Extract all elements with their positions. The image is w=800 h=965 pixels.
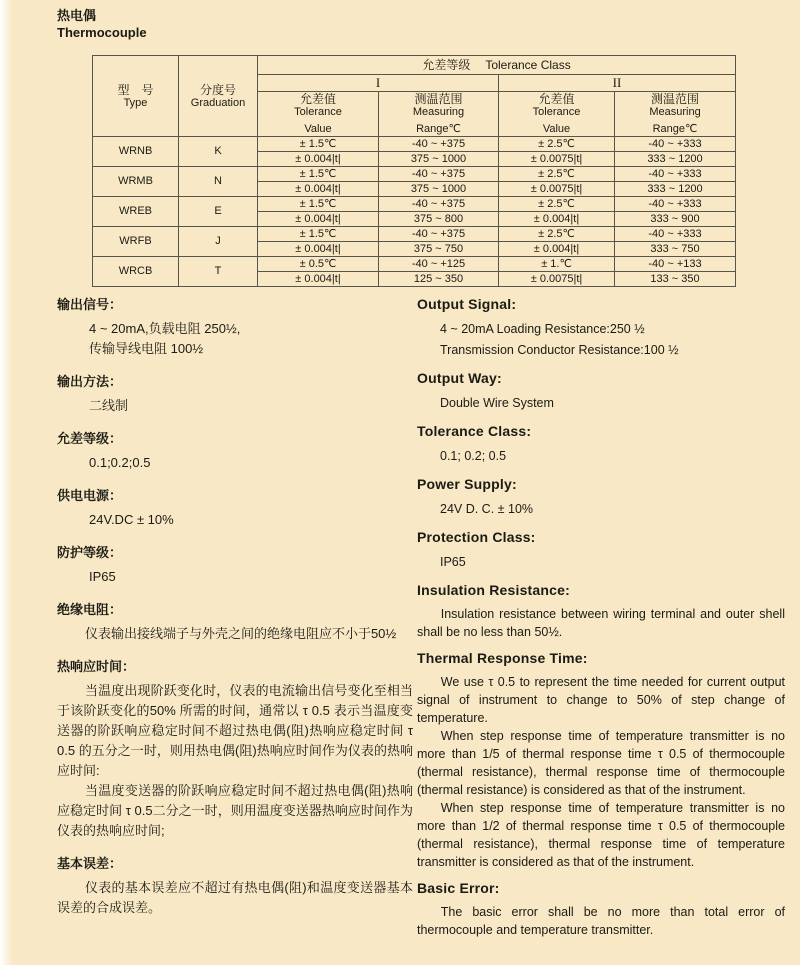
page-title-zh: 热电偶 [57, 8, 97, 23]
section-paragraph: Insulation resistance between wiring terminal and outer shell shall be no less than 50½. [417, 607, 785, 639]
measuring-range-cell: -40 ~ +333 [615, 167, 736, 182]
tolerance-value-cell: ± 0.0075|t| [499, 272, 615, 287]
measuring-range-cell: 125 ~ 350 [379, 272, 499, 287]
tolerance-value-cell: ± 0.004|t| [258, 242, 379, 257]
section-value-line: IP65 [89, 569, 116, 584]
tolerance-value-en1: Tolerance [294, 106, 342, 118]
section-basic-error-en [417, 880, 785, 939]
section-heading: Basic Error: [417, 880, 500, 896]
section-value-line: Transmission Conductor Resistance:100 ½ [440, 343, 679, 357]
tolerance-value-cell: ± 0.0075|t| [499, 152, 615, 167]
section-output-signal-en [417, 296, 785, 361]
tolerance-value-cell: ± 1.5℃ [258, 227, 379, 242]
tolerance-value-cell: ± 2.5℃ [499, 227, 615, 242]
table-header-row-1 [93, 56, 736, 75]
type-cell: WREB [93, 197, 179, 227]
type-header-zh: 型 号 [117, 82, 154, 97]
section-heading: 供电电源： [57, 488, 123, 503]
tolerance-value-cell: ± 1.5℃ [258, 197, 379, 212]
section-paragraph: 仪表输出接线端子与外壳之间的绝缘电阻应不小于50½ [84, 626, 397, 641]
tolerance-value-cell: ± 2.5℃ [499, 197, 615, 212]
section-paragraph: When step response time of temperature transmitter is no more than 1/2 of thermal response time τ 0.5 of thermocouple (thermal resistance), thermal response time of temperature transmitter is considered as that of the instrument. [417, 801, 785, 869]
measuring-range-cell: -40 ~ +333 [615, 137, 736, 152]
graduation-cell: N [179, 167, 258, 197]
section-output-way-en [417, 370, 785, 414]
tolerance-value-cell: ± 1.5℃ [258, 137, 379, 152]
tolerance-value-cell: ± 0.004|t| [258, 182, 379, 197]
tolerance-value-cell: ± 2.5℃ [499, 167, 615, 182]
tolerance-value-en2: Value [542, 123, 571, 135]
col-header-class-1: I [258, 75, 499, 92]
section-value-line: 24V.DC ± 10% [89, 512, 174, 527]
section-value-line: 24V D. C. ± 10% [440, 502, 534, 516]
tolerance-value-cell: ± 0.5℃ [258, 257, 379, 272]
section-heading: 输出方法： [57, 374, 123, 389]
section-value-line: IP65 [440, 555, 466, 569]
section-value-line: 0.1;0.2;0.5 [89, 455, 151, 470]
section-heading: 基本误差： [57, 856, 123, 871]
measuring-range-cell: -40 ~ +375 [379, 227, 499, 242]
measuring-range-cell: 375 ~ 1000 [379, 182, 499, 197]
section-thermal-response-time-zh [57, 658, 413, 841]
page-edge-shading [0, 0, 13, 965]
col-header-graduation [179, 56, 258, 137]
section-paragraph: 当温度出现阶跃变化时，仪表的电流输出信号变化至相当于该阶跃变化的50% 所需的时间，通常以 τ 0.5 表示当温度变送器的阶跃响应稳定时间不超过热电偶(阻)热响应稳定时间 τ 0.5 的五分之一时，则用热电偶(阻)热响应时间作为仪表的热响应时间: [57, 683, 413, 778]
tolerance-class-header-en: Tolerance Class [485, 58, 571, 72]
section-heading: Output Way: [417, 370, 502, 386]
tolerance-value-zh: 允差值 [538, 92, 575, 106]
table-row [93, 167, 736, 182]
section-heading: 允差等级： [57, 431, 123, 446]
section-power-supply-zh [57, 487, 413, 530]
section-heading: 热响应时间： [57, 659, 136, 674]
type-cell: WRFB [93, 227, 179, 257]
section-paragraph: The basic error shall be no more than total error of thermocouple and temperature transmitter. [417, 905, 785, 937]
measuring-range-en2: Range℃ [416, 123, 461, 135]
col-header-type [93, 56, 179, 137]
tolerance-value-cell: ± 1.℃ [499, 257, 615, 272]
section-heading: Thermal Response Time: [417, 650, 588, 666]
tolerance-value-en2: Value [304, 123, 332, 135]
page-title-en: Thermocouple [57, 25, 147, 40]
section-value-line: 0.1; 0.2; 0.5 [440, 449, 507, 463]
table-row [93, 257, 736, 272]
section-paragraph: 仪表的基本误差应不超过有热电偶(阻)和温度变送器基本误差的合成误差。 [57, 880, 413, 915]
section-insulation-resistance-en [417, 582, 785, 641]
tolerance-class-header-zh: 允差等级 [422, 58, 471, 72]
tolerance-value-cell: ± 0.0075|t| [499, 182, 615, 197]
measuring-range-zh: 测温范围 [414, 92, 463, 106]
section-tolerance-class-zh [57, 430, 413, 473]
measuring-range-cell: -40 ~ +125 [379, 257, 499, 272]
section-power-supply-en [417, 476, 785, 520]
table-row [93, 197, 736, 212]
measuring-range-cell: 133 ~ 350 [615, 272, 736, 287]
section-value-line: Double Wire System [440, 396, 554, 410]
tolerance-value-cell: ± 0.004|t| [499, 242, 615, 257]
table-row [93, 137, 736, 152]
section-protection-class-zh [57, 544, 413, 587]
measuring-range-cell: -40 ~ +333 [615, 197, 736, 212]
measuring-range-en1: Measuring [412, 106, 465, 118]
graduation-header-en: Graduation [190, 96, 246, 109]
type-cell: WRNB [93, 137, 179, 167]
section-heading: Protection Class: [417, 529, 536, 545]
section-insulation-resistance-zh [57, 601, 413, 644]
graduation-cell: J [179, 227, 258, 257]
section-heading: Tolerance Class: [417, 423, 532, 439]
measuring-range-cell: -40 ~ +133 [615, 257, 736, 272]
tolerance-value-cell: ± 0.004|t| [258, 152, 379, 167]
tolerance-value-zh: 允差值 [299, 92, 336, 106]
section-value-line: 传输导线电阻 100½ [89, 341, 204, 356]
tolerance-value-cell: ± 0.004|t| [258, 212, 379, 227]
measuring-range-zh: 测温范围 [651, 92, 700, 106]
section-basic-error-zh [57, 855, 413, 918]
tolerance-value-cell: ± 0.004|t| [258, 272, 379, 287]
graduation-cell: K [179, 137, 258, 167]
measuring-range-cell: 333 ~ 1200 [615, 182, 736, 197]
graduation-header-zh: 分度号 [199, 82, 236, 97]
spec-table-body [93, 137, 736, 287]
section-output-signal-zh [57, 296, 413, 359]
graduation-cell: E [179, 197, 258, 227]
measuring-range-en1: Measuring [649, 106, 701, 118]
measuring-range-cell: 333 ~ 1200 [615, 152, 736, 167]
type-cell: WRMB [93, 167, 179, 197]
section-paragraph: 当温度变送器的阶跃响应稳定时间不超过热电偶(阻)热响应稳定时间 τ 0.5二分之一时，则用温度变送器热响应时间作为仪表的热响应时间; [57, 783, 413, 838]
section-heading: Output Signal: [417, 296, 517, 312]
col-header-measuring-range-2 [615, 92, 736, 137]
col-header-tolerance-value-2 [499, 92, 615, 137]
page-header [57, 7, 147, 41]
section-paragraph: When step response time of temperature transmitter is no more than 1/5 of thermal response time τ 0.5 of thermocouple (thermal resistance), thermal response time of thermocouple (thermal resistance) is considered as that of the instrument. [417, 729, 785, 797]
measuring-range-cell: -40 ~ +375 [379, 167, 499, 182]
measuring-range-en2: Range℃ [652, 123, 698, 135]
measuring-range-cell: -40 ~ +333 [615, 227, 736, 242]
measuring-range-cell: 375 ~ 800 [379, 212, 499, 227]
measuring-range-cell: 333 ~ 900 [615, 212, 736, 227]
section-heading: Insulation Resistance: [417, 582, 570, 598]
col-header-tolerance-class [258, 56, 736, 75]
tolerance-value-cell: ± 1.5℃ [258, 167, 379, 182]
thermocouple-spec-table [92, 55, 736, 287]
tolerance-value-cell: ± 0.004|t| [499, 212, 615, 227]
section-tolerance-class-en [417, 423, 785, 467]
section-heading: Power Supply: [417, 476, 517, 492]
section-value-line: 4 ~ 20mA Loading Resistance:250 ½ [440, 322, 645, 336]
section-output-way-zh [57, 373, 413, 416]
measuring-range-cell: 375 ~ 1000 [379, 152, 499, 167]
specs-column-chinese [57, 296, 413, 932]
section-heading: 输出信号： [57, 297, 123, 312]
tolerance-value-cell: ± 2.5℃ [499, 137, 615, 152]
type-header-en: Type [123, 96, 148, 109]
measuring-range-cell: 375 ~ 750 [379, 242, 499, 257]
section-heading: 防护等级： [57, 545, 123, 560]
col-header-measuring-range-1 [379, 92, 499, 137]
section-value-line: 4 ~ 20mA,负载电阻 250½, [89, 321, 241, 336]
graduation-cell: T [179, 257, 258, 287]
section-value-line: 二线制 [89, 398, 129, 413]
tolerance-value-en1: Tolerance [532, 106, 581, 118]
measuring-range-cell: -40 ~ +375 [379, 197, 499, 212]
specs-column-english [417, 296, 785, 948]
section-protection-class-en [417, 529, 785, 573]
measuring-range-cell: -40 ~ +375 [379, 137, 499, 152]
table-row [93, 227, 736, 242]
section-heading: 绝缘电阻： [57, 602, 123, 617]
type-cell: WRCB [93, 257, 179, 287]
measuring-range-cell: 333 ~ 750 [615, 242, 736, 257]
col-header-class-2: II [499, 75, 736, 92]
section-thermal-response-time-en [417, 650, 785, 871]
col-header-tolerance-value-1 [258, 92, 379, 137]
section-paragraph: We use τ 0.5 to represent the time needed for current output signal of instrument to change to 50% of step change of temperature. [417, 675, 785, 725]
